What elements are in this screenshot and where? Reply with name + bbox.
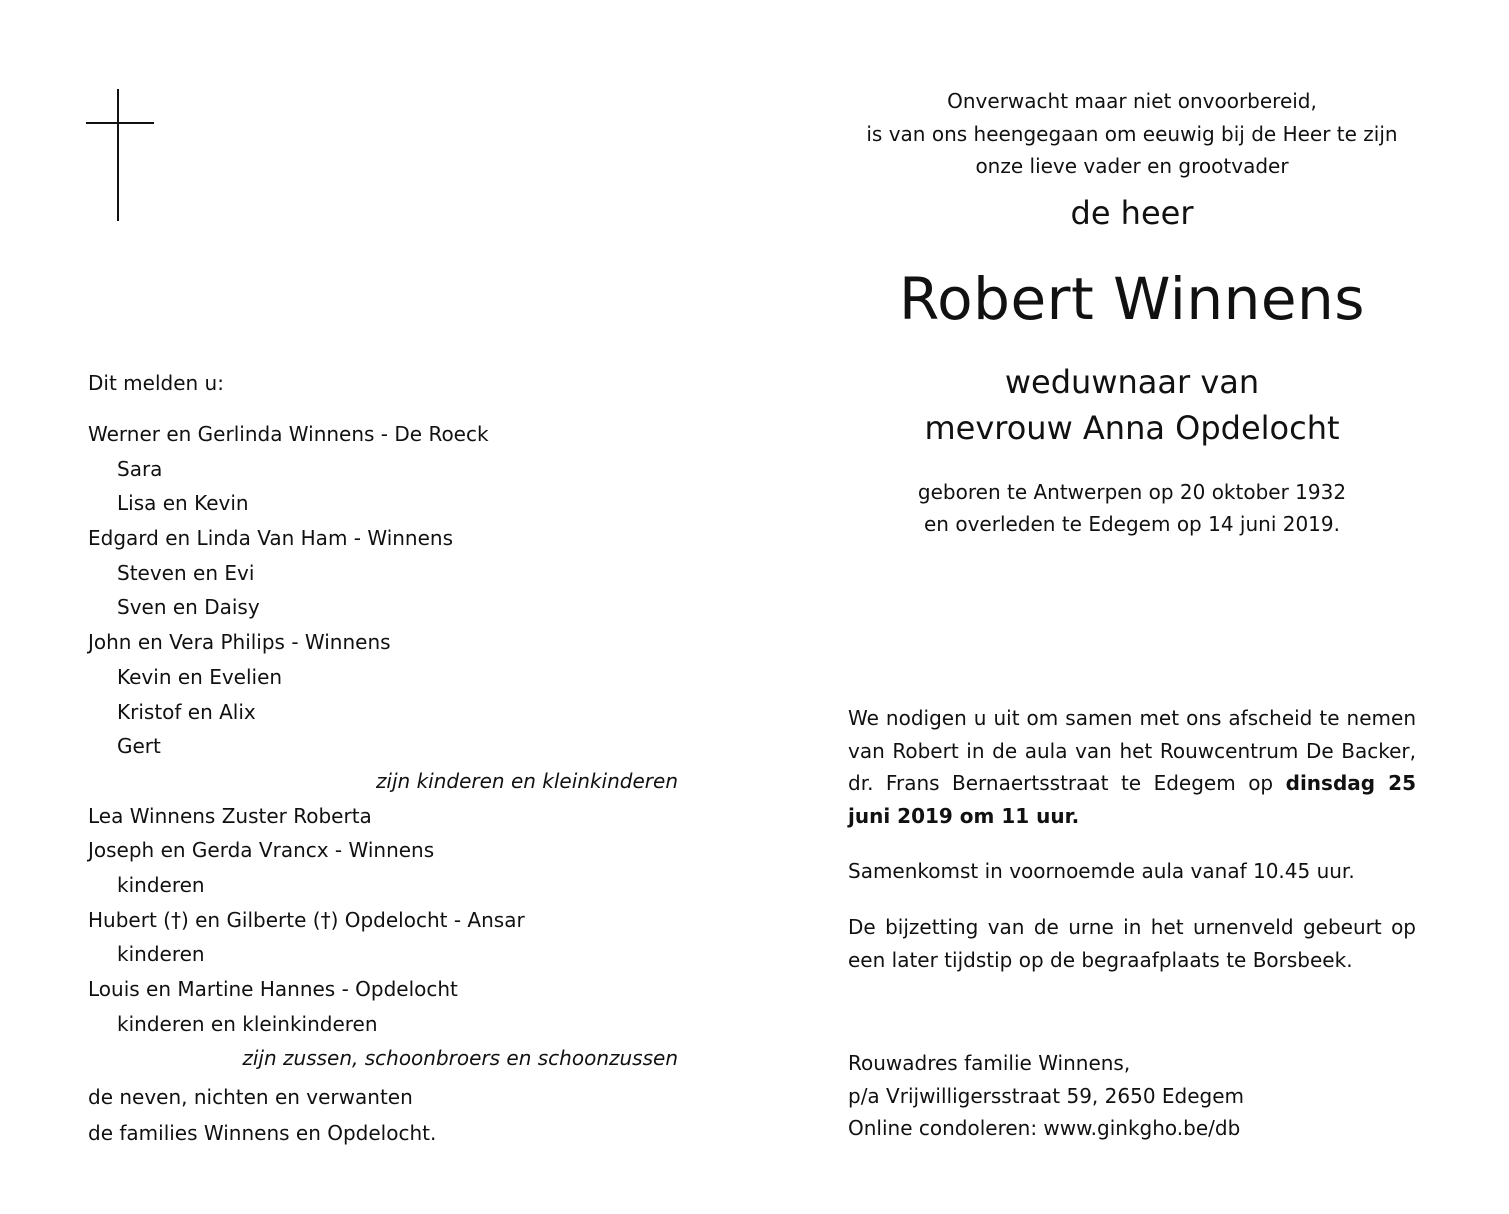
intro-line: Onverwacht maar niet onvoorbereid, xyxy=(947,89,1317,113)
family-member: Edgard en Linda Van Ham - Winnens xyxy=(88,526,453,551)
gathering-paragraph: Samenkomst in voornoemde aula vanaf 10.45 uur. xyxy=(848,859,1355,884)
family-role: zijn kinderen en kleinkinderen xyxy=(375,768,678,793)
family-section xyxy=(88,370,708,1151)
family-member: Werner en Gerlinda Winnens - De Roeck xyxy=(88,422,489,446)
family-member: Louis en Martine Hannes - Opdelocht xyxy=(88,977,458,1001)
family-child: Kristof en Alix xyxy=(117,699,256,724)
invite-paragraph xyxy=(848,702,1416,832)
family-child: Sven en Daisy xyxy=(117,595,260,620)
closing-lines xyxy=(88,1080,708,1151)
family-child: Kevin en Evelien xyxy=(117,664,283,689)
family-child: Gert xyxy=(117,734,161,759)
announcement-header xyxy=(830,85,1434,540)
widow-line: weduwnaar van xyxy=(1004,362,1260,401)
intro-text xyxy=(830,85,1434,183)
family-child: Lisa en Kevin xyxy=(117,491,249,516)
family-child: kinderen xyxy=(117,872,205,897)
intro-line: onze lieve vader en grootvader xyxy=(975,154,1289,178)
family-child: Steven en Evi xyxy=(117,560,255,585)
family-child: Sara xyxy=(117,456,163,481)
family-child: kinderen xyxy=(117,942,205,967)
address-block xyxy=(848,1047,1416,1145)
cross-icon xyxy=(86,89,154,221)
closing-line: de families Winnens en Opdelocht. xyxy=(88,1120,437,1145)
family-member: Hubert (†) en Gilberte (†) Opdelocht - Ansar xyxy=(88,907,525,932)
address-line: p/a Vrijwilligersstraat 59, 2650 Edegem xyxy=(848,1083,1245,1108)
widow-line: mevrouw Anna Opdelocht xyxy=(924,408,1340,447)
announce-heading: Dit melden u: xyxy=(88,371,224,395)
ceremony-section xyxy=(848,702,1416,1145)
invite-text: We nodigen u uit om samen met ons afscheid te nemen van Robert in de aula van het Rouwcentrum De Backer, dr. Frans Bernaertsstraat te Edegem op xyxy=(848,706,1416,796)
deceased-name: Robert Winnens xyxy=(898,264,1366,333)
honorific: de heer xyxy=(1070,193,1194,232)
widower-of xyxy=(830,359,1434,451)
burial-paragraph: De bijzetting van de urne in het urnenveld gebeurt op een later tijdstip op de begraafplaats te Borsbeek. xyxy=(848,914,1416,972)
family-member: John en Vera Philips - Winnens xyxy=(88,630,391,655)
family-member: Joseph en Gerda Vrancx - Winnens xyxy=(88,838,435,863)
ceremony-date: dinsdag 25 juni 2019 om 11 uur. xyxy=(848,771,1416,828)
address-line: Rouwadres familie Winnens, xyxy=(848,1051,1131,1076)
closing-line: de neven, nichten en verwanten xyxy=(88,1085,413,1110)
family-child: kinderen en kleinkinderen xyxy=(117,1011,378,1036)
intro-line: is van ons heengegaan om eeuwig bij de Heer te zijn xyxy=(866,121,1398,146)
condolence-link[interactable]: Online condoleren: www.ginkgho.be/db xyxy=(848,1116,1241,1141)
birth-line: geboren te Antwerpen op 20 oktober 1932 xyxy=(917,479,1347,504)
family-role: zijn zussen, schoonbroers en schoonzussen xyxy=(242,1046,678,1071)
family-member: Lea Winnens Zuster Roberta xyxy=(88,803,372,828)
life-dates xyxy=(830,476,1434,540)
family-list xyxy=(88,417,708,1076)
death-line: en overleden te Edegem op 14 juni 2019. xyxy=(924,511,1340,536)
